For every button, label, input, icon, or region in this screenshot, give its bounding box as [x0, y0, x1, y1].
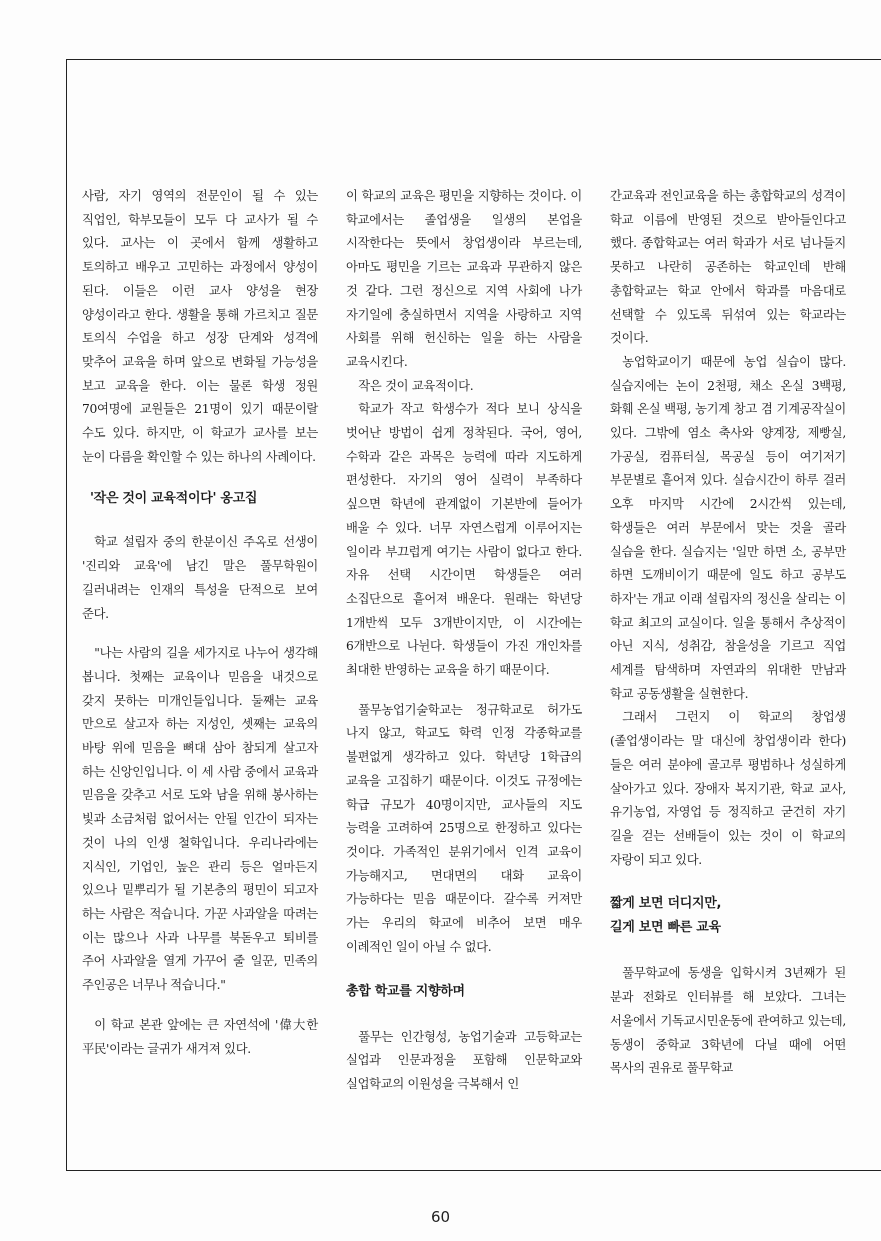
page-number: 60 [430, 1208, 451, 1226]
paragraph: 농업학교이기 때문에 농업 실습이 많다. 실습지에는 논이 2천평, 채소 온실 3백평, 화훼 온실 백평, 농기계 창고 겸 기계공작실이 있다. 그밖에 염소 축사와 양계장, 제빵실, 가공실, 컴퓨터실, 목공실 등이 여기저기 부문별로 흩어져 있다. 실습시간이 하루 걸러 오후 마지막 시간에 2시간씩 있는데, 학생들은 여러 부문에서 맞는 것을 골라 실습을 한다. 실습지는 '일만 하면 소, 공부만 하면 도깨비이기 때문에 일도 하고 공부도 하자'는 개교 이래 설립자의 정신을 살리는 이 학교 최고의 교실이다. 일을 통해서 추상적이 아닌 지식, 성취감, 참을성을 기르고 직업 세계를 탐색하며 자연과의 위대한 만남과 학교 공동생활을 실현한다. [610, 354, 846, 701]
paragraph: 학교 설립자 중의 한분이신 주옥로 선생이 '진리와 교육'에 남긴 말은 풀무학원이 길러내려는 인재의 특성을 단적으로 보여 준다. [82, 535, 318, 621]
paragraph: 이 학교의 교육은 평민을 지향하는 것이다. 이 학교에서는 졸업생을 일생의 본업을 시작한다는 뜻에서 창업생이라 부르는데, 아마도 평민을 기르는 교육과 무관하지 않은 것 같다. 그런 정신으로 지역 사회에 나가 자기일에 충실하면서 지역을 사랑하고 지역 사회를 위해 헌신하는 일을 하는 사람을 교육시킨다. [346, 189, 582, 369]
quote-paragraph: "나는 사람의 길을 세가지로 나누어 생각해 봅니다. 첫째는 교육이나 믿음을 내것으로 갖지 못하는 미개인들입니다. 둘째는 교육 만으로 살고자 하는 지성인, 셋째는 교육의 바탕 위에 믿음을 뼈대 삼아 참되게 살고자 하는 신앙인입니다. 이 세 사람 중에서 교육과 믿음을 갖추고 서로 도와 남을 위해 봉사하는 빛과 소금처럼 없어서는 안될 인간이 되자는 것이 나의 인생 철학입니다. 우리나라에는 지식인, 기업인, 높은 관리 등은 얼마든지 있으나 밑뿌리가 될 기본층의 평민이 되고자 하는 사람은 적습니다. 가꾼 사과알을 따려는 이는 많으나 사과 나무를 북돋우고 퇴비를 주어 사과알을 열게 가꾸어 줄 일꾼, 민족의 주인공은 너무나 적습니다." [82, 646, 318, 993]
column-3 [610, 185, 846, 1081]
paragraph: 학교가 작고 학생수가 적다 보니 상식을 벗어난 방법이 쉽게 정착된다. 국어, 영어, 수학과 같은 과목은 능력에 따라 지도하게 편성한다. 자기의 영어 실력이 부족하다 싶으면 학년에 관계없이 기본반에 들어가 배울 수 있다. 너무 자연스럽게 이루어지는 일이라 부끄럽게 여기는 사람이 없다고 한다. 자유 선택 시간이면 학생들은 여러 소집단으로 흩어져 배운다. 원래는 학년당 1개반씩 모두 3개반이지만, 이 시간에는 6개반으로 나뉜다. 학생들이 가진 개인차를 최대한 반영하는 교육을 하기 때문이다. [346, 402, 582, 678]
paragraph: 간교육과 전인교육을 하는 총합학교의 성격이 학교 이름에 반영된 것으로 받아들인다고 했다. 종합학교는 여러 학과가 서로 넘나들지 못하고 나란히 공존하는 학교인데 반해 총합학교는 학교 안에서 학과를 마음대로 선택할 수 있도록 뒤섞여 있는 학교라는 것이다. [610, 189, 846, 346]
section-heading: 총합 학교를 지향하며 [346, 983, 465, 999]
section-heading [610, 892, 846, 940]
column-2 [346, 185, 582, 1097]
paragraph: 이 학교 본관 앞에는 큰 자연석에 '偉大한 平民'이라는 글귀가 새겨져 있다. [82, 1017, 318, 1056]
paragraph: 작은 것이 교육적이다. [358, 378, 474, 393]
paragraph: 그래서 그런지 이 학교의 창업생(졸업생이라는 말 대신에 창업생이라 한다)들은 여러 분야에 골고루 평범하나 성실하게 살아가고 있다. 장애자 복지기관, 학교 교사, 유기농업, 자영업 등 정직하고 굳건히 자기 길을 걷는 선배들이 있는 것이 이 학교의 자랑이 되고 있다. [610, 710, 846, 867]
section-heading: '작은 것이 교육적이다' 옹고집 [90, 491, 258, 507]
heading-line: 길게 보면 빠른 교육 [610, 920, 721, 936]
paragraph: 풀무는 인간형성, 농업기술과 고등학교는 실업과 인문과정을 포함해 인문학교와 실업학교의 이원성을 극복해서 인 [346, 1029, 582, 1091]
paragraph: 풀무학교에 동생을 입학시켜 3년째가 된 분과 전화로 인터뷰를 해 보았다. 그녀는 서울에서 기독교시민운동에 관여하고 있는데, 동생이 중학교 3학년에 다닐 때에 어떤 목사의 권유로 풀무학교 [610, 966, 846, 1076]
column-1 [82, 185, 318, 1061]
paragraph: 풀무농업기술학교는 정규학교로 허가도 나지 않고, 학교도 학력 인정 각종학교를 불편없게 생각하고 있다. 학년당 1학급의 교육을 고집하기 때문이다. 이것도 규정에는 학급 규모가 40명이지만, 교사들의 지도 능력을 고려하여 25명으로 한정하고 있다는 것이다. 가족적인 분위기에서 인격 교육이 가능해지고, 면대면의 대화 교육이 가능하다는 믿음 때문이다. 갈수록 커져만 가는 우리의 학교에 비추어 보면 매우 이례적인 일이 아닐 수 없다. [346, 702, 582, 954]
heading-line: 짧게 보면 더디지만, [610, 896, 722, 912]
paragraph: 사람, 자기 영역의 전문인이 될 수 있는 직업인, 학부모들이 모두 다 교사가 될 수 있다. 교사는 이 곳에서 함께 생활하고 토의하고 배우고 고민하는 과정에서 양성이 된다. 이들은 이런 교사 양성을 현장 양성이라고 한다. 생활을 통해 가르치고 질문 토의식 수업을 하고 성장 단계와 성격에 맞추어 교육을 하며 앞으로 변화될 가능성을 보고 교육을 한다. 이는 물론 학생 정원 70여명에 교원들은 21명이 있기 때문이랄 수도 있다. 하지만, 이 학교가 교사를 보는 눈이 다름을 확인할 수 있는 하나의 사례이다. [82, 189, 318, 464]
